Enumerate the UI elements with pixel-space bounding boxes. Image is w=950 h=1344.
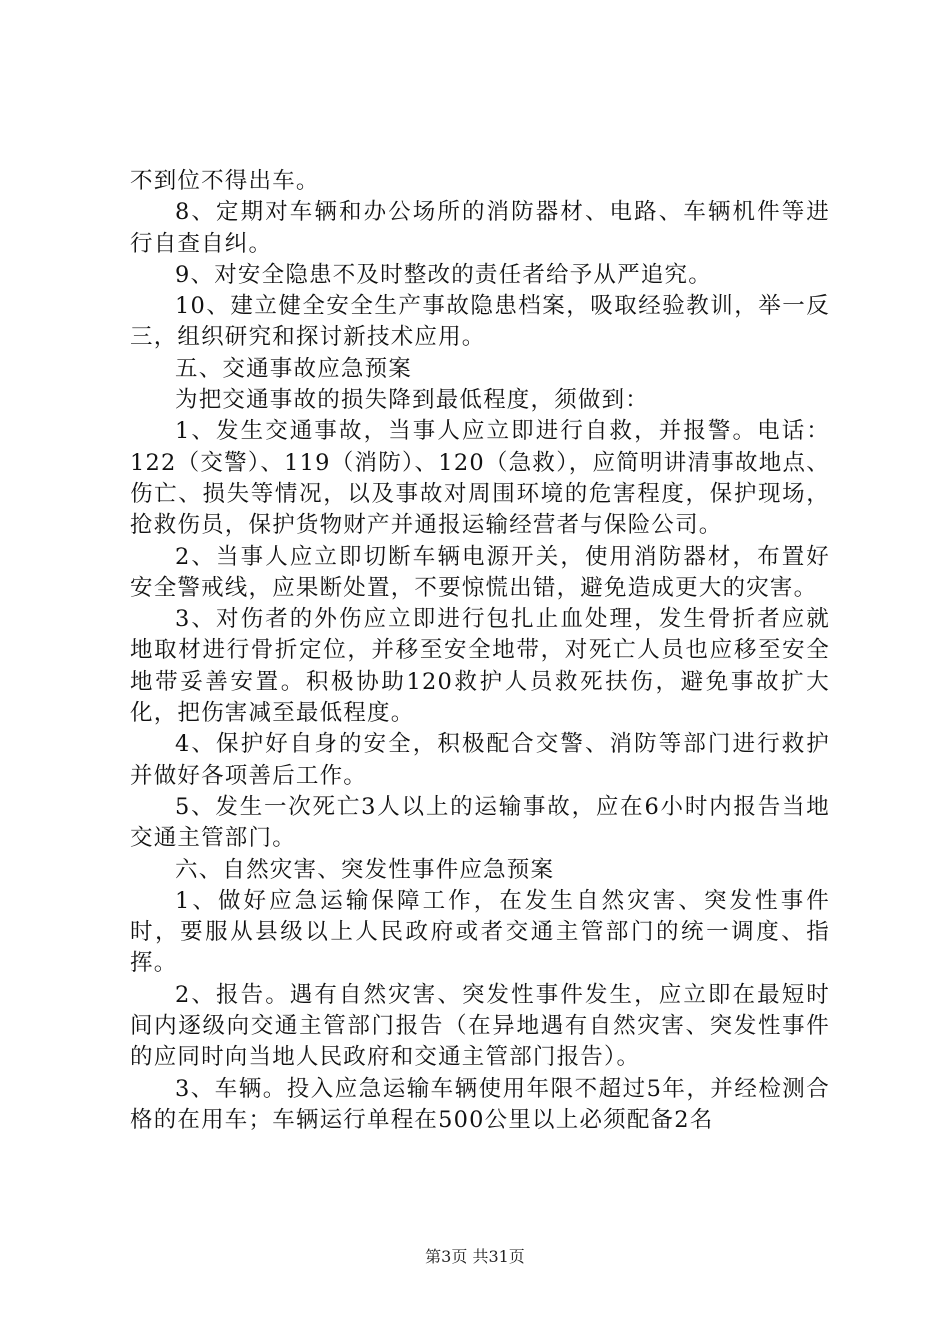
section-heading-5: 五、交通事故应急预案	[175, 355, 413, 382]
paragraph-item-9: 9、对安全隐患不及时整改的责任者给予从严追究。	[175, 261, 712, 288]
paragraph-5-5: 5、发生一次死亡3人以上的运输事故，应在6小时内报告当地交通主管部门。	[130, 793, 830, 852]
section-heading-6: 六、自然灾害、突发性事件应急预案	[175, 856, 555, 883]
paragraph-5-1: 1、发生交通事故，当事人应立即进行自救，并报警。电话：122（交警）、119（消防）、120（急救），应简明讲清事故地点、伤亡、损失等情况，以及事故对周围环境的危害程度，保护现场，抢救伤员，保护货物财产并通报运输经营者与保险公司。	[130, 418, 830, 539]
paragraph-6-1: 1、做好应急运输保障工作，在发生自然灾害、突发性事件时，要服从县级以上人民政府或者交通主管部门的统一调度、指挥。	[130, 887, 830, 977]
paragraph-continuation: 不到位不得出车。	[130, 168, 320, 194]
paragraph-intro: 为把交通事故的损失降到最低程度，须做到：	[175, 387, 650, 414]
document-body	[130, 166, 830, 1136]
paragraph-item-8: 8、定期对车辆和办公场所的消防器材、电路、车辆机件等进行自查自纠。	[130, 199, 830, 257]
paragraph-5-4: 4、保护好自身的安全，积极配合交警、消防等部门进行救护并做好各项善后工作。	[130, 731, 830, 789]
paragraph-5-3: 3、对伤者的外伤应立即进行包扎止血处理，发生骨折者应就地取材进行骨折定位，并移至安全地带，对死亡人员也应移至安全地带妥善安置。积极协助120救护人员救死扶伤，避免事故扩大化，把伤害减至最低程度。	[130, 606, 830, 727]
page-footer: 第3页 共31页	[425, 1247, 525, 1266]
paragraph-6-3: 3、车辆。投入应急运输车辆使用年限不超过5年，并经检测合格的在用车；车辆运行单程在500公里以上必须配备2名	[130, 1075, 830, 1133]
paragraph-6-2: 2、报告。遇有自然灾害、突发性事件发生，应立即在最短时间内逐级向交通主管部门报告（在异地遇有自然灾害、突发性事件的应同时向当地人民政府和交通主管部门报告）。	[130, 981, 830, 1071]
paragraph-item-10: 10、建立健全安全生产事故隐患档案，吸取经验教训，举一反三，组织研究和探讨新技术应用。	[130, 293, 830, 351]
paragraph-5-2: 2、当事人应立即切断车辆电源开关，使用消防器材，布置好安全警戒线，应果断处置，不要惊慌出错，避免造成更大的灾害。	[130, 543, 830, 601]
